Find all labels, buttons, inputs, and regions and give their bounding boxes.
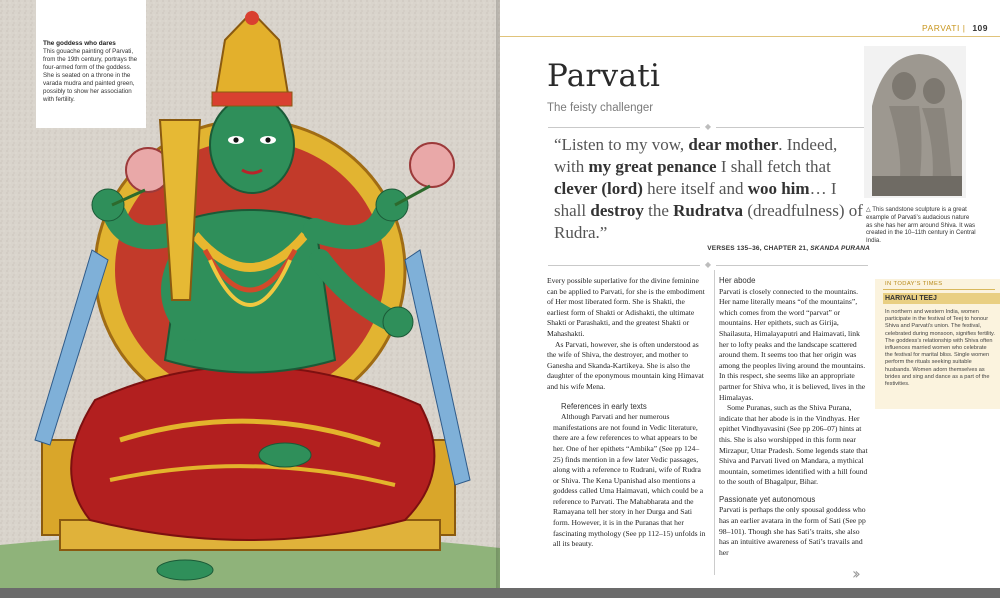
section-heading: Her abode	[719, 276, 756, 285]
painting-caption	[36, 0, 146, 128]
continue-chevron-icon: ››	[852, 564, 857, 583]
quote-text: “Listen to my vow,	[554, 135, 689, 154]
quote-text: the	[643, 201, 674, 220]
quote-text: I shall fetch that	[716, 157, 831, 176]
column-divider	[714, 270, 715, 575]
quote-text: . Indeed, with	[554, 135, 838, 176]
running-head-section: PARVATI	[922, 23, 960, 33]
body-paragraph: Some Puranas, such as the Shiva Purana, indicate that her abode is in the Vindhyas. Her epithet Vindhyavasini (See pp 206–07) hints at this. She is also worshipped in this form near Mirzapur, Uttar Pradesh. Some legends state that Shiva and Parvati lived on Mandara, a mythical mountain, sometimes identified with a hill found to the south of Bhagalpur, Bihar.	[719, 403, 868, 487]
quote-emphasis: Rudratva	[673, 201, 744, 220]
body-paragraph: Every possible superlative for the divine feminine can be applied to Parvati, for she is the embodiment of Her most liberated form. She is Shakti, the earliest form of Shakti or Adishakti, the ultimate Shakti or Parashakti, and the greatest Shakti or Mahashakti.	[547, 276, 705, 338]
body-paragraph: Although Parvati and her numerous manifestations are not found in Vedic literature, there are a few references to what appears to be her. One of her epithets “Ambika” (See pp 124–25) finds mention in a few later Vedic passages, along with a reference to Rudrani, wife of Rudra or Shiva. The Kena Upanishad also mentions a goddess called Uma Haimavati, which could be a reference to Parvati. The Mahabharata and the Ramayana tell her story in her Durga and Sati form. However, it is in the Puranas that her fascinating mythology (See pp 112–15) unfolds in all its beauty.	[553, 412, 706, 549]
page-title: Parvati	[547, 58, 661, 94]
ornament-divider-bottom	[548, 261, 868, 270]
sandstone-sculpture-image	[864, 46, 966, 198]
painting-caption-text: This gouache painting of Parvati, from the 19th century, portrays the four-armed form of the goddess. She is seated on a throne in the varada mudra and painted green, possibly to show her association with fertility.	[43, 48, 138, 103]
running-head: PARVATI | 109	[922, 23, 988, 33]
quote-emphasis: clever (lord)	[554, 179, 643, 198]
page-number: 109	[972, 23, 988, 33]
sidebar-tag: IN TODAY’S TIMES	[885, 281, 943, 287]
painting-caption-heading: The goddess who dares	[43, 40, 116, 47]
section-heading: Passionate yet autonomous	[719, 494, 816, 504]
in-todays-times-sidebar	[875, 279, 1000, 409]
ornament-divider-top	[548, 123, 868, 132]
quote-emphasis: my great penance	[588, 157, 717, 176]
body-paragraph: As Parvati, however, she is often understood as the wife of Shiva, the destroyer, and mother to Ganesha and Skanda-Kartikeya. She is also the daughter of the eponymous mountain king Himavat and his wife Mena.	[547, 339, 704, 391]
sculpture-caption: △ This sandstone sculpture is a great example of Parvati’s audacious nature as she has her arm around Shiva. It was created in the 10–11th century in Central India.	[866, 206, 976, 245]
section-heading: References in early texts	[561, 401, 647, 411]
body-paragraph: Parvati is perhaps the only spousal goddess who has an earlier avatara in the form of Sati (See pp 98–101). Though she has Sati’s traits, she also has an intuitive awareness of Sati’s travails and her	[719, 505, 866, 557]
sidebar-rule	[883, 289, 995, 290]
quote-text: … I shall	[554, 179, 837, 220]
body-column-1	[547, 276, 707, 550]
page-subtitle: The feisty challenger	[547, 102, 654, 114]
diamond-ornament-icon: ◆	[704, 122, 712, 131]
body-column-2	[719, 276, 869, 558]
sidebar-heading: HARIYALI TEEJ	[883, 293, 1000, 304]
text-page	[500, 0, 1000, 588]
quote-source	[640, 245, 870, 252]
body-paragraph: Parvati is closely connected to the mountains. Her name literally means “of the mountains”, which comes from the word “parvat” or mountains. Her epithets, such as Girija, Shailasuta, Himalayaputri and Haimavati, link her to lofty peaks and the landscape scattered around them. It seems too that her origin was among the peoples living around the mountains. In this respect, she seems like an appropriate partner for Shiva who, it is believed, lives in the Himalayas.	[719, 286, 866, 402]
quote-emphasis: dear mother	[688, 135, 779, 154]
quote-source-title: SKANDA PURANA	[810, 245, 870, 252]
page-bottom-edge	[0, 588, 1000, 598]
header-rule	[500, 36, 1000, 37]
quote-source-text: VERSES 135–36, CHAPTER 21,	[707, 245, 811, 252]
quote-text: here itself and	[642, 179, 748, 198]
quote-text: (dreadfulness) of Rudra.”	[554, 201, 863, 242]
quote-emphasis: destroy	[590, 201, 644, 220]
pull-quote	[554, 134, 864, 244]
quote-emphasis: woo him	[747, 179, 810, 198]
sidebar-text: In northern and western India, women participate in the festival of Teej to honour Shiva and Parvati’s union. The festival, celebrated during monsoon, signifies fertility. The goddess’s relationship with Shiva often influences married women who celebrate the festival for marital bliss. Single women perform the rituals seeking suitable husbands. Women adorn themselves as brides and sing and dance as a part of the festivities.	[885, 309, 995, 388]
diamond-ornament-icon: ◆	[704, 260, 712, 269]
